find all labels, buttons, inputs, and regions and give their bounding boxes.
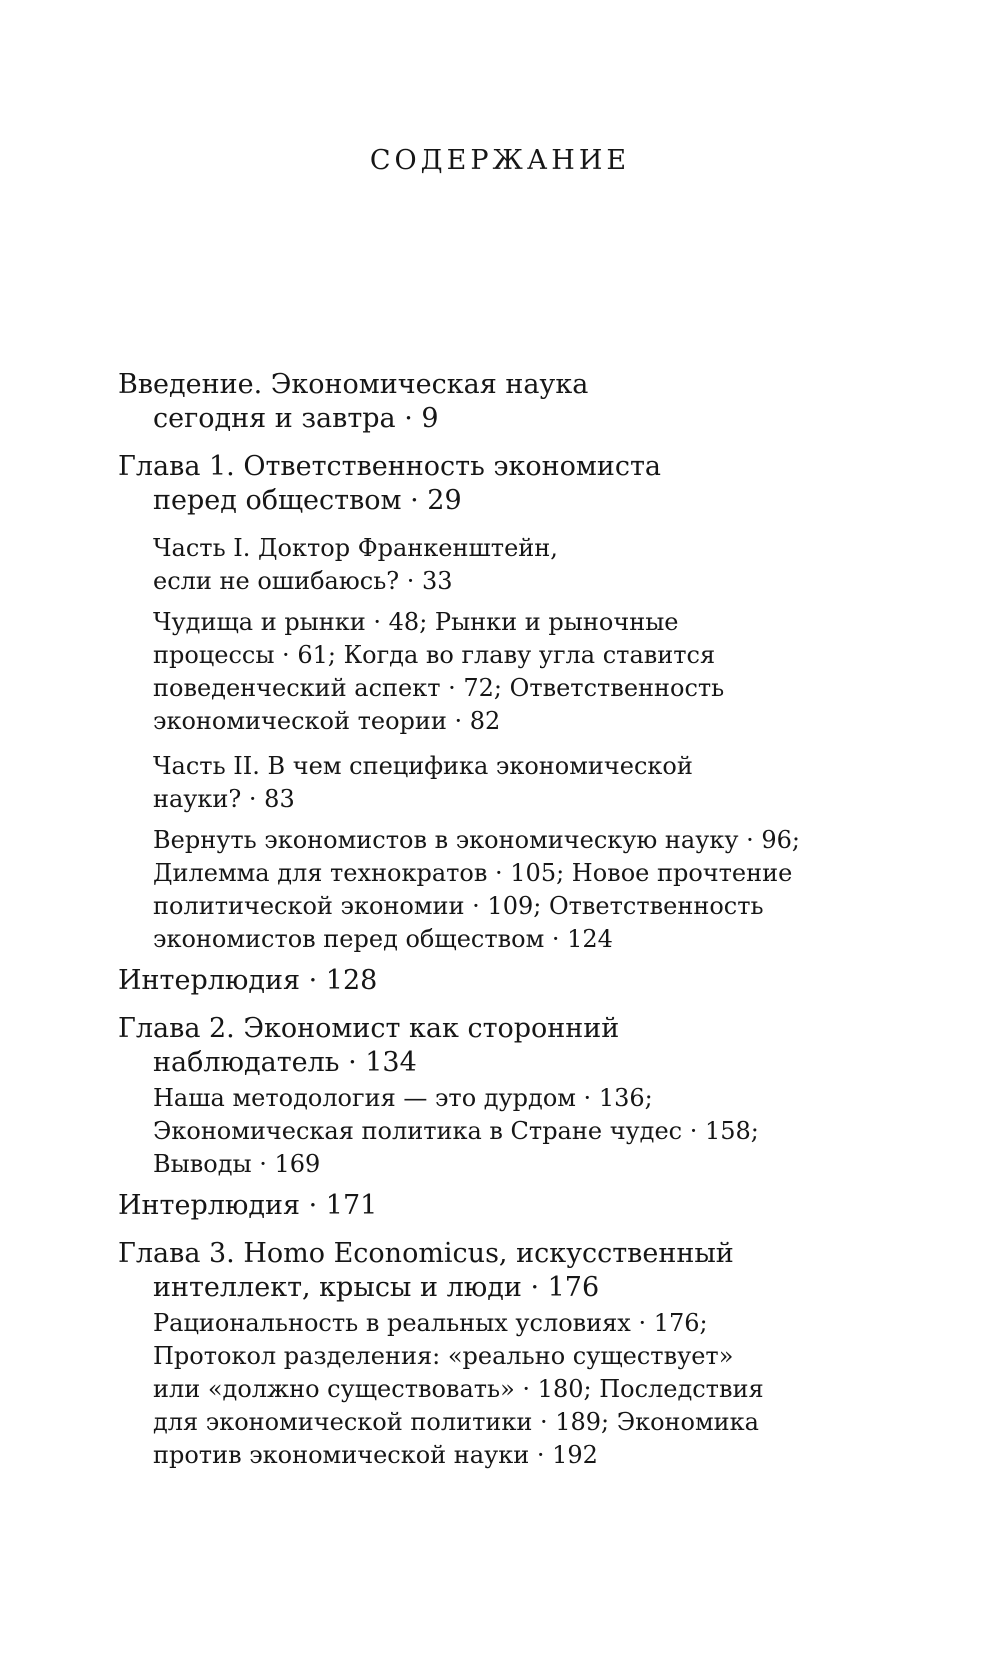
toc-line: или «должно существовать» · 180; Последствия (153, 1375, 764, 1403)
toc-entry-part-2 (118, 750, 968, 816)
toc-line: Глава 2. Экономист как сторонний (118, 1013, 620, 1044)
toc-line: процессы · 61; Когда во главу угла ставится (153, 641, 716, 669)
toc-line: Глава 3. Homo Economicus, искусственный (118, 1238, 734, 1269)
toc-entry-part-1 (118, 532, 968, 598)
toc-line: Часть I. Доктор Франкенштейн, (153, 534, 558, 562)
toc-line: для экономической политики · 189; Экономика (153, 1408, 759, 1436)
toc-entry-chapter-3 (118, 1237, 968, 1305)
toc-line: Вернуть экономистов в экономическую науку · 96; (153, 826, 800, 854)
toc-line: Протокол разделения: «реально существует» (153, 1342, 734, 1370)
toc-entry-interlude-2 (118, 1189, 968, 1223)
page-title: СОДЕРЖАНИЕ (369, 145, 631, 176)
toc-line: поведенческий аспект · 72; Ответственность (153, 674, 725, 702)
toc-line: Выводы · 169 (153, 1150, 321, 1178)
toc-line: экономической теории · 82 (153, 707, 501, 735)
toc-entry-interlude-1 (118, 964, 968, 998)
toc-line: Чудища и рынки · 48; Рынки и рыночные (153, 608, 679, 636)
table-of-contents (118, 368, 968, 1484)
toc-sections-chapter-2 (118, 1082, 968, 1181)
toc-line: наблюдатель · 134 (153, 1047, 417, 1078)
toc-line: политической экономии · 109; Ответственность (153, 892, 764, 920)
toc-sections-part-2 (118, 824, 968, 956)
toc-line: интеллект, крысы и люди · 176 (153, 1272, 600, 1303)
toc-line: перед обществом · 29 (153, 485, 462, 516)
toc-line: сегодня и завтра · 9 (153, 403, 439, 434)
toc-entry-chapter-2 (118, 1012, 968, 1080)
toc-line: против экономической науки · 192 (153, 1441, 598, 1469)
toc-sections-part-1 (118, 606, 968, 738)
toc-line: Глава 1. Ответственность экономиста (118, 451, 662, 482)
toc-line: Дилемма для технократов · 105; Новое прочтение (153, 859, 793, 887)
toc-line: Введение. Экономическая наука (118, 369, 589, 400)
toc-line: Интерлюдия · 171 (118, 1190, 378, 1221)
toc-entry-chapter-1 (118, 450, 968, 518)
toc-line: Экономическая политика в Стране чудес · 158; (153, 1117, 759, 1145)
toc-line: экономистов перед обществом · 124 (153, 925, 613, 953)
toc-sections-chapter-3 (118, 1307, 968, 1472)
toc-line: Интерлюдия · 128 (118, 965, 378, 996)
toc-line: науки? · 83 (153, 785, 295, 813)
toc-line: Наша методология — это дурдом · 136; (153, 1084, 653, 1112)
toc-line: Рациональность в реальных условиях · 176; (153, 1309, 708, 1337)
toc-entry-introduction (118, 368, 968, 436)
toc-line: Часть II. В чем специфика экономической (153, 752, 693, 780)
toc-line: если не ошибаюсь? · 33 (153, 567, 453, 595)
